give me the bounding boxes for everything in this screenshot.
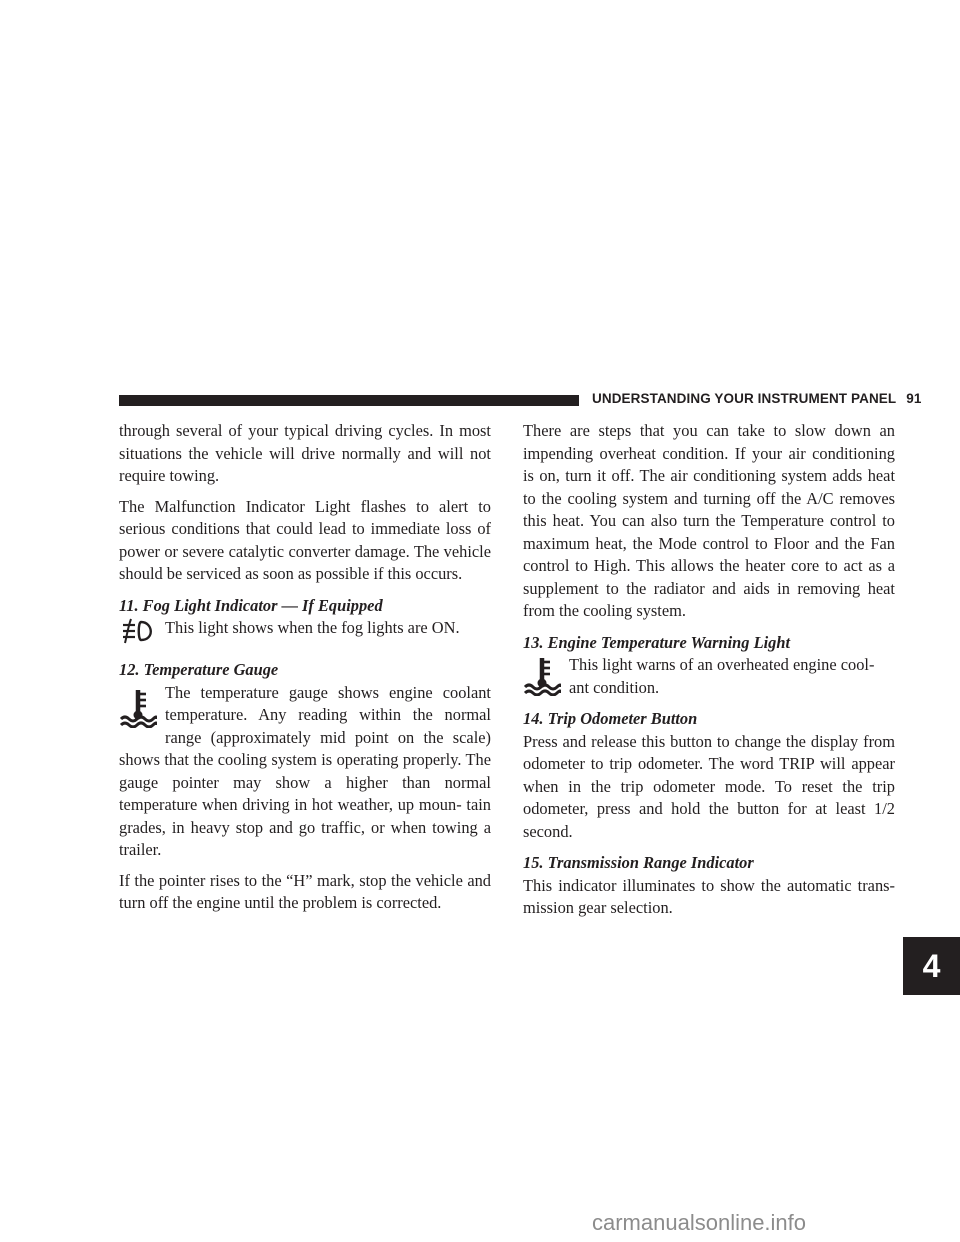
section-title: UNDERSTANDING YOUR INSTRUMENT PANEL: [592, 391, 897, 406]
coolant-temperature-icon: [119, 688, 159, 730]
paragraph-continued: through several of your typical driving cycles. In most situations the vehicle will drive normally and will not require towing.: [119, 421, 491, 485]
section-temperature-gauge: [119, 659, 491, 915]
left-column: [119, 420, 491, 915]
trip-odometer-text: Press and release this button to change the display from odometer to trip odometer. The word TRIP will appear when in the trip odometer mode. To reset the trip odometer, press and hold the button for at least 1/2 second.: [523, 731, 895, 841]
engine-temperature-text: This light warns of an overheated engine cool- ant condition.: [569, 655, 875, 697]
section-title-temperature-gauge: 12. Temperature Gauge: [119, 660, 279, 679]
chapter-tab: 4: [903, 937, 960, 995]
section-fog-light: [119, 595, 491, 648]
section-title-engine-temperature: 13. Engine Temperature Warning Light: [523, 632, 791, 652]
section-engine-temperature: [523, 632, 895, 700]
transmission-range-text: This indicator illuminates to show the automatic trans- mission gear selection.: [523, 875, 895, 917]
section-title-fog-light: 11. Fog Light Indicator — If Equipped: [119, 595, 383, 615]
section-title-transmission-range: 15. Transmission Range Indicator: [523, 853, 754, 872]
page-number: 91: [906, 391, 922, 406]
section-transmission-range: [523, 852, 895, 920]
fog-light-text: This light shows when the fog lights are ON.: [165, 618, 460, 637]
running-header: [592, 391, 922, 406]
watermark: carmanualsonline.info: [592, 1210, 807, 1235]
temperature-gauge-text: The temperature gauge shows engine coolant temperature. Any reading within the normal range (approximately mid point on the scale) shows that the cooling system is operating properly. The gauge pointer may show a higher than normal temperature when driving in hot weather, up moun- tain grades, in heavy stop and go traffic, or when towing a trailer.: [119, 682, 491, 859]
section-title-trip-odometer: 14. Trip Odometer Button: [523, 709, 698, 728]
paragraph-malfunction: The Malfunction Indicator Light flashes to alert to serious conditions that could lead to immediate loss of power or severe catalytic converter damage. The vehicle should be serviced as soon as possible if this occurs.: [119, 496, 491, 583]
temperature-h-mark-text: If the pointer rises to the “H” mark, stop the vehicle and turn off the engine until the problem is corrected.: [119, 870, 491, 912]
header-rule: [119, 395, 579, 406]
right-column: [523, 420, 895, 920]
section-trip-odometer: [523, 708, 895, 843]
fog-light-icon: [119, 617, 159, 647]
coolant-temperature-icon: [523, 656, 563, 698]
paragraph-overheat: There are steps that you can take to slow down an impending overheat condition. If your air conditioning is on, turn it off. The air conditioning system adds heat to the cooling system and turning off the A/C removes this heat. You can also turn the Temperature control to maximum heat, the Mode control to Floor and the Fan control to High. This allows the heater core to act as a supplement to the radiator and aids in removing heat from the cooling system.: [523, 421, 895, 620]
